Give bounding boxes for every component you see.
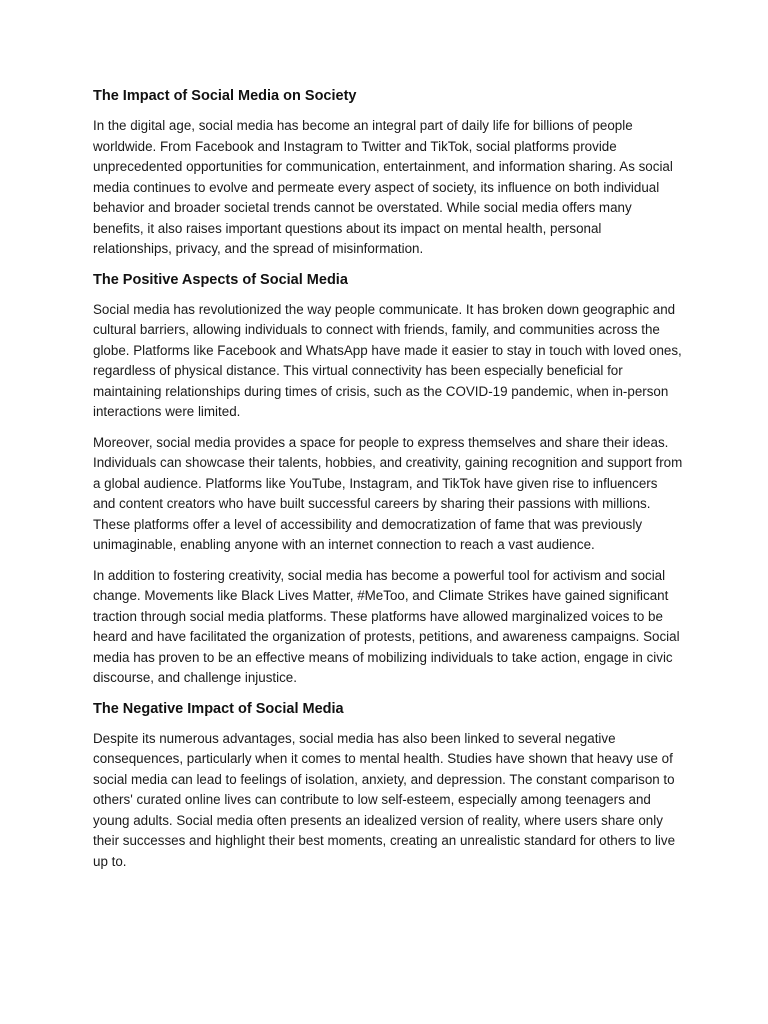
intro-paragraph: In the digital age, social media has become an integral part of daily life for billions of people worldwide. From Facebook and Instagram to Twitter and TikTok, social platforms provide unprecedented opportunities for communication, entertainment, and information sharing. As social media continues to evolve and permeate every aspect of society, its influence on both individual behavior and broader societal trends cannot be overstated. While social media offers many benefits, it also raises important questions about its impact on mental health, personal relationships, privacy, and the spread of misinformation. [93, 118, 673, 256]
negative-paragraph-1: Despite its numerous advantages, social media has also been linked to several negative consequences, particularly when it comes to mental health. Studies have shown that heavy use of social media can lead to feelings of isolation, anxiety, and depression. The constant comparison to others' curated online lives can contribute to low self-esteem, especially among teenagers and young adults. Social media often presents an idealized version of reality, where users share only their successes and highlight their best moments, creating an unrealistic standard for others to live up to. [93, 730, 676, 869]
positive-paragraph-1: Social media has revolutionized the way people communicate. It has broken down geographic and cultural barriers, allowing individuals to connect with friends, family, and communities across the globe. Platforms like Facebook and WhatsApp have made it easier to stay in touch with loved ones, regardless of physical distance. This virtual connectivity has been especially beneficial for maintaining relationships during times of crisis, such as the COVID-19 pandemic, when in-person interactions were limited. [93, 301, 682, 419]
section-heading-negative: The Negative Impact of Social Media [93, 700, 344, 717]
positive-paragraph-2: Moreover, social media provides a space for people to express themselves and share their ideas. Individuals can showcase their talents, hobbies, and creativity, gaining recognition and support from a global audience. Platforms like YouTube, Instagram, and TikTok have given rise to influencers and content creators who have built successful careers by sharing their passions with millions. These platforms offer a level of accessibility and democratization of fame that was previously unimaginable, enabling anyone with an internet connection to reach a vast audience. [93, 434, 683, 552]
document-title: The Impact of Social Media on Society [93, 88, 357, 104]
document-page [93, 86, 683, 882]
section-heading-positive: The Positive Aspects of Social Media [93, 271, 348, 288]
positive-paragraph-3: In addition to fostering creativity, social media has become a powerful tool for activism and social change. Movements like Black Lives Matter, #MeToo, and Climate Strikes have gained significant traction through social media platforms. These platforms have allowed marginalized voices to be heard and have facilitated the organization of protests, petitions, and awareness campaigns. Social media has proven to be an effective means of mobilizing individuals to take action, engage in civic discourse, and challenge injustice. [93, 567, 680, 685]
